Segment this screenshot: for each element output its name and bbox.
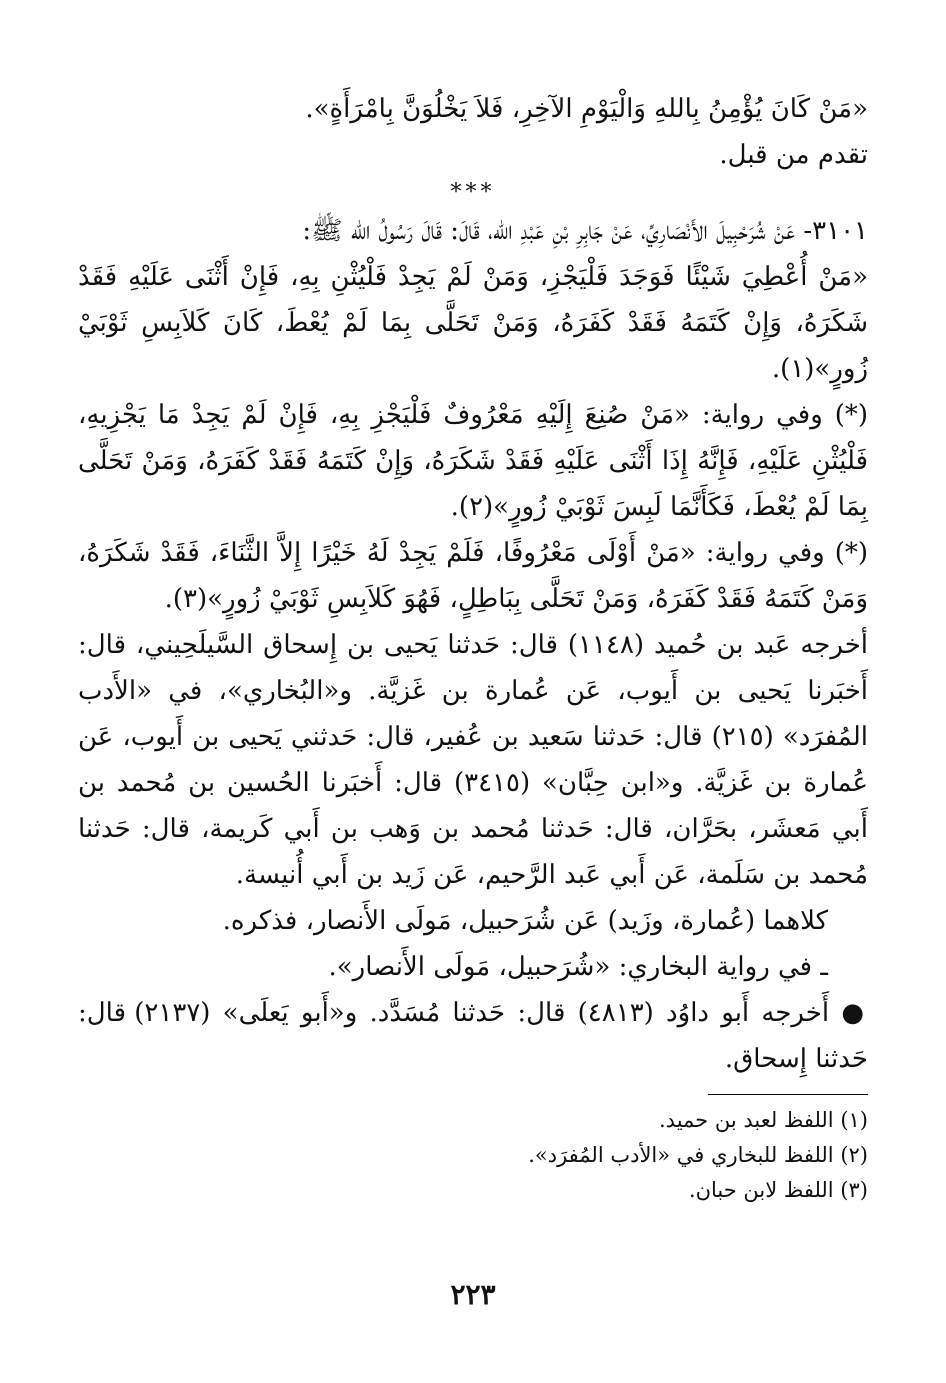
second-takhrij: ● أَخرجه أَبو داوُد (٤٨١٣) قال: حَدثنا مُسَدَّد. و«أَبو يَعلَى» (٢١٣٧) قال: حَدثنا إِسحاق. [78, 998, 869, 1074]
bukhari-note: ـ في رواية البخاري: «شُرَحبيل، مَولَى الأَنصار». [328, 952, 828, 982]
footnote-1: (١) اللفظ لعبد بن حميد. [659, 1108, 868, 1132]
footnote-divider [708, 1094, 868, 1095]
page-number: ٢٢٣ [450, 1278, 496, 1311]
hadith-quote-continued: «مَنْ كَانَ يُؤْمِنُ بِاللهِ وَالْيَوْمِ الآخِرِ، فَلاَ يَخْلُوَنَّ بِامْرَأَةٍ». [305, 94, 868, 124]
takhrij-paragraph: أخرجه عَبد بن حُميد (١١٤٨) قال: حَدثنا يَحيى بن إِسحاق السَّيلَحِيني، قال: أَخبَرنا يَحيى بن أَيوب، عَن عُمارة بن غَزيَّة. و«البُخاري»، في «الأَدب المُفرَد» (٢١٥) قال: حَدثنا سَعيد بن عُفير، قال: حَدثني يَحيى بن أَيوب، عَن عُمارة بن غَزيَّة. و«ابن حِبَّان» (٣٤١٥) قال: أَخبَرنا الحُسين بن مُحمد بن أَبي مَعشَر، بحَرَّان، قال: حَدثنا مُحمد بن وَهب بن أَبي كَريمة، قال: حَدثنا مُحمد بن سَلَمة، عَن أَبي عَبد الرَّحيم، عَن زَيد بن أَبي أُنيسة. [78, 630, 869, 890]
riwaya-variant-1: (*) وفي رواية: «مَنْ صُنِعَ إِلَيْهِ مَعْرُوفٌ فَلْيَجْزِ بِهِ، فَإِنْ لَمْ يَجِدْ مَا يَجْزِيهِ، فَلْيُثْنِ عَلَيْهِ، فَإِنَّهُ إِذَا أَثْنَى عَلَيْهِ فَقَدْ شَكَرَهُ، وَإِنْ كَتَمَهُ فَقَدْ كَفَرَهُ، وَمَنْ تَحَلَّى بِمَا لَمْ يُعْطَ، فَكَأَنَّمَا لَبِسَ ثَوْبَيْ زُورٍ»(٢). [78, 400, 868, 522]
footnotes [78, 1103, 868, 1208]
hadith-header: ٣١٠١- عَنْ شُرَحْبِيلَ الأَنْصَارِيِّ، عَنْ جَابِرِ بْنِ عَبْدِ الله، قَالَ: قَالَ رَسُولُ الله ﷺ: [302, 216, 868, 246]
section-separator: *** [450, 180, 496, 205]
footnote-2: (٢) اللفظ للبخاري في «الأدب المُفرَد». [528, 1143, 868, 1167]
footnote-3: (٣) اللفظ لابن حبان. [688, 1178, 868, 1202]
riwaya-variant-2: (*) وفي رواية: «مَنْ أَوْلَى مَعْرُوفًا، فَلَمْ يَجِدْ لَهُ خَيْرًا إِلاَّ الثَّنَاءَ، فَقَدْ شَكَرَهُ، وَمَنْ كَتَمَهُ فَقَدْ كَفَرَهُ، وَمَنْ تَحَلَّى بِبَاطِلٍ، فَهُوَ كَلاَبِسِ ثَوْبَيْ زُورٍ»(٣). [78, 538, 868, 614]
takhrij-summary: كلاهما (عُمارة، وزَيد) عَن شُرَحبيل، مَولَى الأَنصار، فذكره. [222, 906, 828, 936]
main-text [78, 86, 868, 1082]
cross-reference-note: تقدم من قبل. [719, 140, 868, 170]
hadith-text: «مَنْ أُعْطِيَ شَيْئًا فَوَجَدَ فَلْيَجْزِ، وَمَنْ لَمْ يَجِدْ فَلْيُثْنِ بِهِ، فَإِنْ أَثْنَى عَلَيْهِ فَقَدْ شَكَرَهُ، وَإِنْ كَتَمَهُ فَقَدْ كَفَرَهُ، وَمَنْ تَحَلَّى بِمَا لَمْ يُعْطَ، كَانَ كَلاَبِسِ ثَوْبَيْ زُورٍ»(١). [78, 262, 868, 384]
